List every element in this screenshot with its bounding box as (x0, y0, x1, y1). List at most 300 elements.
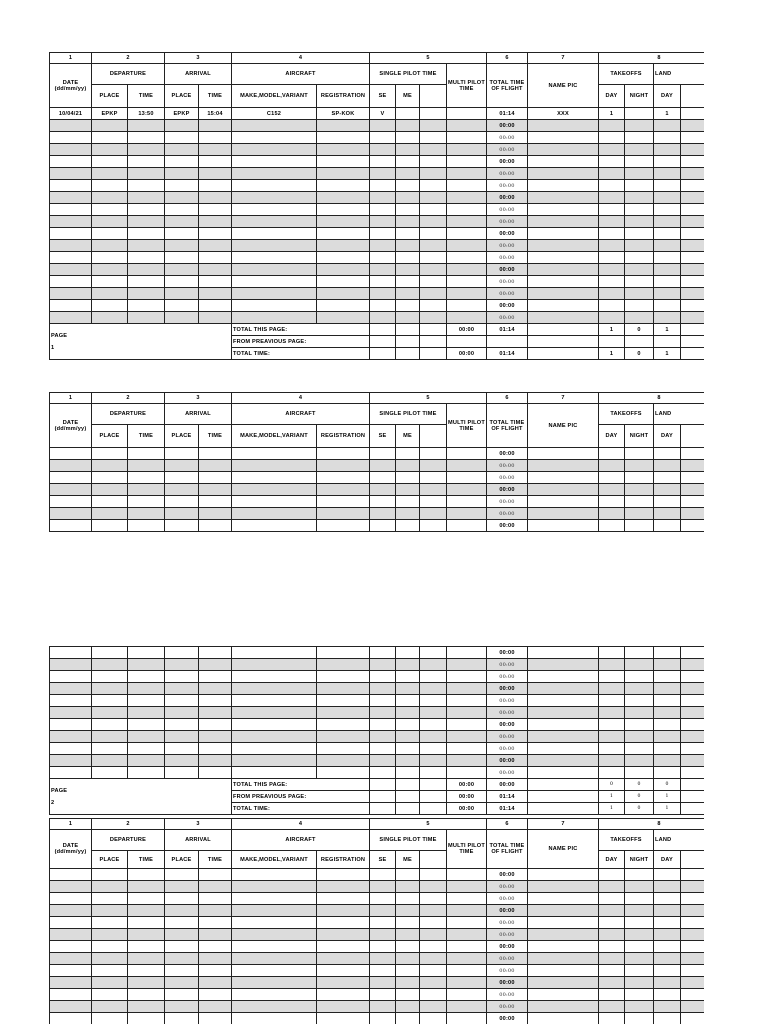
log-cell[interactable] (370, 767, 396, 779)
log-cell[interactable] (599, 941, 625, 953)
log-cell[interactable] (528, 204, 599, 216)
log-cell[interactable] (50, 683, 92, 695)
log-cell[interactable] (396, 288, 420, 300)
log-cell[interactable] (128, 767, 165, 779)
entry-date[interactable]: 10/04/21 (50, 108, 92, 120)
log-cell[interactable] (50, 460, 92, 472)
log-cell[interactable] (317, 300, 370, 312)
log-cell[interactable] (447, 695, 487, 707)
log-cell[interactable] (447, 881, 487, 893)
log-cell[interactable] (165, 929, 199, 941)
log-cell[interactable] (370, 180, 396, 192)
log-cell[interactable] (396, 120, 420, 132)
log-cell[interactable] (599, 719, 625, 731)
log-cell[interactable] (599, 977, 625, 989)
log-cell[interactable] (396, 671, 420, 683)
log-cell[interactable] (370, 989, 396, 1001)
log-cell[interactable] (199, 288, 232, 300)
log-cell[interactable] (50, 264, 92, 276)
log-cell[interactable] (50, 1013, 92, 1024)
log-cell[interactable] (654, 520, 681, 532)
log-cell[interactable] (654, 204, 681, 216)
log-cell[interactable] (681, 472, 705, 484)
log-cell[interactable] (50, 132, 92, 144)
log-cell[interactable] (528, 659, 599, 671)
log-cell[interactable] (50, 743, 92, 755)
log-cell[interactable] (370, 288, 396, 300)
log-cell[interactable] (420, 977, 447, 989)
log-cell[interactable] (50, 929, 92, 941)
log-cell[interactable] (625, 192, 654, 204)
log-cell[interactable] (232, 180, 317, 192)
row-total-time[interactable]: 00:00 (487, 881, 528, 893)
log-cell[interactable] (199, 893, 232, 905)
log-cell[interactable] (681, 448, 705, 460)
log-cell[interactable] (370, 893, 396, 905)
log-cell[interactable] (50, 893, 92, 905)
log-cell[interactable] (317, 216, 370, 228)
log-cell[interactable] (128, 132, 165, 144)
log-cell[interactable] (199, 917, 232, 929)
log-cell[interactable] (92, 893, 128, 905)
log-cell[interactable] (317, 288, 370, 300)
log-cell[interactable] (420, 448, 447, 460)
log-cell[interactable] (199, 929, 232, 941)
log-cell[interactable] (165, 953, 199, 965)
log-cell[interactable] (317, 180, 370, 192)
log-cell[interactable] (165, 168, 199, 180)
log-cell[interactable] (396, 647, 420, 659)
row-total-time[interactable]: 00:00 (487, 965, 528, 977)
log-cell[interactable] (50, 755, 92, 767)
log-cell[interactable] (128, 731, 165, 743)
log-cell[interactable] (317, 905, 370, 917)
log-cell[interactable] (92, 1013, 128, 1024)
log-cell[interactable] (420, 132, 447, 144)
log-cell[interactable] (370, 520, 396, 532)
log-cell[interactable] (92, 767, 128, 779)
log-cell[interactable] (199, 228, 232, 240)
log-cell[interactable] (420, 695, 447, 707)
log-cell[interactable] (625, 1001, 654, 1013)
log-cell[interactable] (681, 240, 705, 252)
log-cell[interactable] (625, 460, 654, 472)
log-cell[interactable] (317, 695, 370, 707)
log-cell[interactable] (232, 743, 317, 755)
log-cell[interactable] (599, 180, 625, 192)
log-cell[interactable] (128, 1013, 165, 1024)
log-cell[interactable] (317, 743, 370, 755)
log-cell[interactable] (92, 731, 128, 743)
log-cell[interactable] (396, 941, 420, 953)
log-cell[interactable] (420, 276, 447, 288)
log-cell[interactable] (232, 132, 317, 144)
log-cell[interactable] (165, 264, 199, 276)
log-cell[interactable] (396, 683, 420, 695)
log-cell[interactable] (599, 929, 625, 941)
log-cell[interactable] (625, 228, 654, 240)
log-cell[interactable] (199, 941, 232, 953)
log-cell[interactable] (625, 520, 654, 532)
log-cell[interactable] (528, 180, 599, 192)
log-cell[interactable] (447, 168, 487, 180)
log-cell[interactable] (232, 671, 317, 683)
log-cell[interactable] (317, 120, 370, 132)
log-cell[interactable] (447, 647, 487, 659)
log-cell[interactable] (654, 755, 681, 767)
log-cell[interactable] (681, 893, 705, 905)
log-cell[interactable] (654, 312, 681, 324)
log-cell[interactable] (625, 671, 654, 683)
log-cell[interactable] (370, 264, 396, 276)
log-cell[interactable] (370, 977, 396, 989)
log-cell[interactable] (599, 288, 625, 300)
row-total-time[interactable]: 00:00 (487, 647, 528, 659)
log-cell[interactable] (199, 252, 232, 264)
log-cell[interactable] (317, 977, 370, 989)
row-total-time[interactable]: 00:00 (487, 180, 528, 192)
log-cell[interactable] (654, 264, 681, 276)
log-cell[interactable] (420, 707, 447, 719)
log-cell[interactable] (447, 132, 487, 144)
log-cell[interactable] (681, 120, 705, 132)
row-total-time[interactable]: 00:00 (487, 252, 528, 264)
log-cell[interactable] (625, 743, 654, 755)
log-cell[interactable] (447, 767, 487, 779)
log-cell[interactable] (317, 893, 370, 905)
log-cell[interactable] (165, 240, 199, 252)
log-cell[interactable] (599, 496, 625, 508)
log-cell[interactable] (654, 917, 681, 929)
log-cell[interactable] (128, 508, 165, 520)
log-cell[interactable] (165, 965, 199, 977)
log-cell[interactable] (528, 484, 599, 496)
log-cell[interactable] (396, 168, 420, 180)
log-cell[interactable] (681, 1001, 705, 1013)
log-cell[interactable] (165, 448, 199, 460)
log-cell[interactable] (232, 276, 317, 288)
log-cell[interactable] (654, 496, 681, 508)
log-cell[interactable] (199, 216, 232, 228)
log-cell[interactable] (92, 965, 128, 977)
log-cell[interactable] (317, 941, 370, 953)
log-cell[interactable] (199, 719, 232, 731)
log-cell[interactable] (625, 707, 654, 719)
log-cell[interactable] (232, 168, 317, 180)
log-cell[interactable] (165, 216, 199, 228)
log-cell[interactable] (447, 216, 487, 228)
log-cell[interactable] (681, 192, 705, 204)
log-cell[interactable] (92, 312, 128, 324)
log-cell[interactable] (128, 707, 165, 719)
log-cell[interactable] (625, 755, 654, 767)
log-cell[interactable] (165, 881, 199, 893)
log-cell[interactable] (447, 264, 487, 276)
log-cell[interactable] (92, 264, 128, 276)
log-cell[interactable] (681, 1013, 705, 1024)
log-cell[interactable] (528, 977, 599, 989)
log-cell[interactable] (317, 731, 370, 743)
log-cell[interactable] (528, 1013, 599, 1024)
log-cell[interactable] (232, 929, 317, 941)
log-cell[interactable] (50, 240, 92, 252)
row-total-time[interactable]: 00:00 (487, 869, 528, 881)
row-total-time[interactable]: 00:00 (487, 893, 528, 905)
log-cell[interactable] (128, 647, 165, 659)
log-cell[interactable] (165, 180, 199, 192)
log-cell[interactable] (654, 731, 681, 743)
log-cell[interactable] (232, 120, 317, 132)
log-cell[interactable] (165, 767, 199, 779)
log-cell[interactable] (199, 300, 232, 312)
log-cell[interactable] (447, 276, 487, 288)
log-cell[interactable] (681, 276, 705, 288)
log-cell[interactable] (199, 496, 232, 508)
entry-arr-time[interactable]: 15:04 (199, 108, 232, 120)
log-cell[interactable] (528, 264, 599, 276)
log-cell[interactable] (128, 216, 165, 228)
log-cell[interactable] (232, 953, 317, 965)
log-cell[interactable] (165, 905, 199, 917)
log-cell[interactable] (92, 240, 128, 252)
log-cell[interactable] (128, 312, 165, 324)
log-cell[interactable] (599, 881, 625, 893)
log-cell[interactable] (654, 156, 681, 168)
log-cell[interactable] (528, 869, 599, 881)
log-cell[interactable] (50, 484, 92, 496)
log-cell[interactable] (654, 192, 681, 204)
row-total-time[interactable]: 00:00 (487, 472, 528, 484)
log-cell[interactable] (599, 228, 625, 240)
log-cell[interactable] (528, 312, 599, 324)
log-cell[interactable] (370, 120, 396, 132)
log-cell[interactable] (599, 264, 625, 276)
log-cell[interactable] (199, 204, 232, 216)
log-cell[interactable] (599, 893, 625, 905)
log-cell[interactable] (92, 671, 128, 683)
log-cell[interactable] (528, 953, 599, 965)
log-cell[interactable] (447, 731, 487, 743)
log-cell[interactable] (396, 204, 420, 216)
log-cell[interactable] (447, 659, 487, 671)
log-cell[interactable] (396, 1013, 420, 1024)
log-cell[interactable] (681, 671, 705, 683)
log-cell[interactable] (165, 683, 199, 695)
log-cell[interactable] (165, 508, 199, 520)
log-cell[interactable] (599, 917, 625, 929)
log-cell[interactable] (199, 953, 232, 965)
log-cell[interactable] (92, 905, 128, 917)
log-cell[interactable] (625, 496, 654, 508)
log-cell[interactable] (199, 671, 232, 683)
log-cell[interactable] (528, 719, 599, 731)
log-cell[interactable] (599, 312, 625, 324)
log-cell[interactable] (128, 180, 165, 192)
log-cell[interactable] (317, 683, 370, 695)
row-total-time[interactable]: 00:00 (487, 312, 528, 324)
log-cell[interactable] (92, 695, 128, 707)
log-cell[interactable] (528, 168, 599, 180)
log-cell[interactable] (165, 755, 199, 767)
log-cell[interactable] (165, 472, 199, 484)
entry-se[interactable]: V (370, 108, 396, 120)
entry-registration[interactable]: SP-KOK (317, 108, 370, 120)
log-cell[interactable] (396, 240, 420, 252)
log-cell[interactable] (625, 953, 654, 965)
log-cell[interactable] (165, 288, 199, 300)
log-cell[interactable] (420, 240, 447, 252)
log-cell[interactable] (165, 252, 199, 264)
log-cell[interactable] (396, 180, 420, 192)
log-cell[interactable] (128, 168, 165, 180)
log-cell[interactable] (232, 312, 317, 324)
log-cell[interactable] (317, 881, 370, 893)
log-cell[interactable] (420, 520, 447, 532)
row-total-time[interactable]: 00:00 (487, 917, 528, 929)
log-cell[interactable] (370, 917, 396, 929)
log-cell[interactable] (165, 731, 199, 743)
log-cell[interactable] (128, 300, 165, 312)
log-cell[interactable] (317, 156, 370, 168)
log-cell[interactable] (370, 484, 396, 496)
log-cell[interactable] (447, 180, 487, 192)
log-cell[interactable] (420, 683, 447, 695)
log-cell[interactable] (232, 659, 317, 671)
log-cell[interactable] (128, 953, 165, 965)
log-cell[interactable] (92, 659, 128, 671)
row-total-time[interactable]: 00:00 (487, 168, 528, 180)
log-cell[interactable] (681, 965, 705, 977)
log-cell[interactable] (317, 252, 370, 264)
log-cell[interactable] (447, 1001, 487, 1013)
log-cell[interactable] (625, 647, 654, 659)
log-cell[interactable] (625, 300, 654, 312)
log-cell[interactable] (199, 156, 232, 168)
row-total-time[interactable]: 00:00 (487, 192, 528, 204)
log-cell[interactable] (165, 312, 199, 324)
log-cell[interactable] (370, 659, 396, 671)
log-cell[interactable] (50, 953, 92, 965)
log-cell[interactable] (396, 252, 420, 264)
log-cell[interactable] (232, 1001, 317, 1013)
log-cell[interactable] (528, 695, 599, 707)
log-cell[interactable] (370, 228, 396, 240)
log-cell[interactable] (396, 755, 420, 767)
log-cell[interactable] (681, 300, 705, 312)
log-cell[interactable] (681, 659, 705, 671)
log-cell[interactable] (654, 276, 681, 288)
log-cell[interactable] (447, 953, 487, 965)
log-cell[interactable] (128, 881, 165, 893)
log-cell[interactable] (654, 671, 681, 683)
log-cell[interactable] (420, 731, 447, 743)
log-cell[interactable] (599, 252, 625, 264)
log-cell[interactable] (232, 893, 317, 905)
log-cell[interactable] (370, 144, 396, 156)
log-cell[interactable] (528, 240, 599, 252)
row-total-time[interactable]: 00:00 (487, 300, 528, 312)
log-cell[interactable] (232, 216, 317, 228)
log-cell[interactable] (625, 264, 654, 276)
log-cell[interactable] (681, 683, 705, 695)
log-cell[interactable] (599, 989, 625, 1001)
log-cell[interactable] (128, 120, 165, 132)
log-cell[interactable] (625, 312, 654, 324)
log-cell[interactable] (447, 707, 487, 719)
log-cell[interactable] (625, 869, 654, 881)
log-cell[interactable] (370, 252, 396, 264)
log-cell[interactable] (199, 472, 232, 484)
log-cell[interactable] (92, 719, 128, 731)
log-cell[interactable] (232, 300, 317, 312)
log-cell[interactable] (599, 707, 625, 719)
log-cell[interactable] (420, 893, 447, 905)
log-cell[interactable] (599, 240, 625, 252)
row-total-time[interactable]: 00:00 (487, 156, 528, 168)
log-cell[interactable] (92, 929, 128, 941)
log-cell[interactable] (420, 743, 447, 755)
log-cell[interactable] (232, 917, 317, 929)
log-cell[interactable] (599, 144, 625, 156)
row-total-time[interactable]: 00:00 (487, 683, 528, 695)
log-cell[interactable] (625, 216, 654, 228)
log-cell[interactable] (370, 731, 396, 743)
row-total-time[interactable]: 00:00 (487, 941, 528, 953)
log-cell[interactable] (317, 132, 370, 144)
log-cell[interactable] (396, 929, 420, 941)
log-cell[interactable] (396, 496, 420, 508)
log-cell[interactable] (50, 905, 92, 917)
log-cell[interactable] (92, 941, 128, 953)
log-cell[interactable] (232, 977, 317, 989)
row-total-time[interactable]: 00:00 (487, 707, 528, 719)
log-cell[interactable] (396, 989, 420, 1001)
row-total-time[interactable]: 00:00 (487, 659, 528, 671)
log-cell[interactable] (599, 647, 625, 659)
log-cell[interactable] (625, 252, 654, 264)
log-cell[interactable] (128, 743, 165, 755)
log-cell[interactable] (92, 276, 128, 288)
log-cell[interactable] (654, 977, 681, 989)
log-cell[interactable] (420, 288, 447, 300)
log-cell[interactable] (370, 743, 396, 755)
log-cell[interactable] (232, 192, 317, 204)
log-cell[interactable] (50, 300, 92, 312)
row-total-time[interactable]: 00:00 (487, 905, 528, 917)
log-cell[interactable] (317, 755, 370, 767)
log-cell[interactable] (681, 288, 705, 300)
log-cell[interactable] (128, 929, 165, 941)
log-cell[interactable] (370, 508, 396, 520)
log-cell[interactable] (370, 719, 396, 731)
log-cell[interactable] (681, 977, 705, 989)
log-cell[interactable] (528, 767, 599, 779)
log-cell[interactable] (232, 204, 317, 216)
log-cell[interactable] (317, 192, 370, 204)
log-cell[interactable] (654, 707, 681, 719)
log-cell[interactable] (317, 472, 370, 484)
log-cell[interactable] (599, 683, 625, 695)
log-cell[interactable] (50, 1001, 92, 1013)
log-cell[interactable] (528, 496, 599, 508)
log-cell[interactable] (447, 869, 487, 881)
log-cell[interactable] (396, 156, 420, 168)
log-cell[interactable] (599, 484, 625, 496)
log-cell[interactable] (528, 300, 599, 312)
log-cell[interactable] (447, 300, 487, 312)
log-cell[interactable] (528, 276, 599, 288)
log-cell[interactable] (199, 120, 232, 132)
